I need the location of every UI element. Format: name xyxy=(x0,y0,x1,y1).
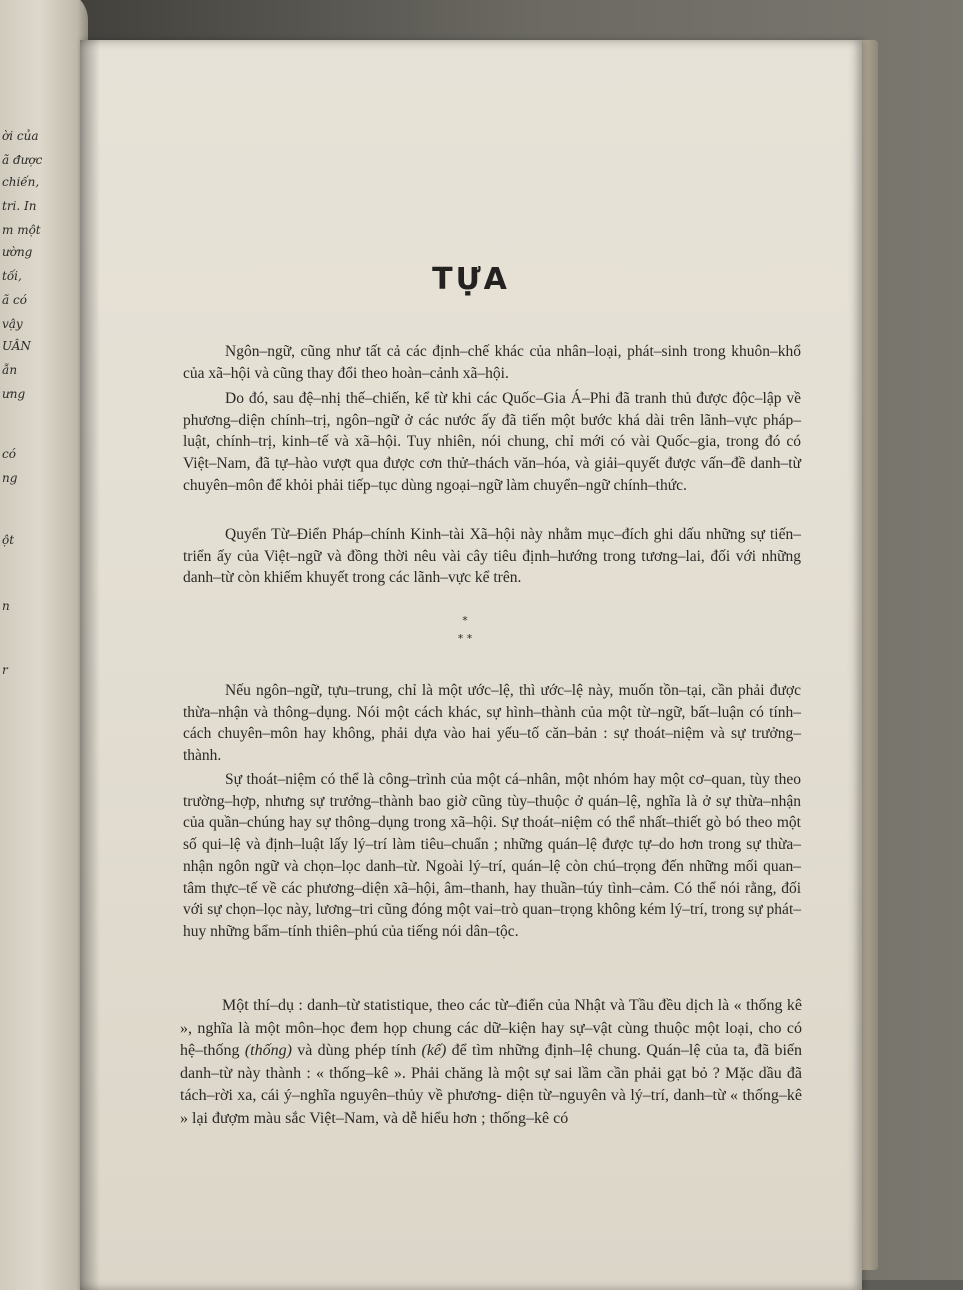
left-fragment: tri. In xyxy=(2,199,37,213)
paragraph-6-italic-b: (kế) xyxy=(421,1042,447,1059)
left-fragment: n xyxy=(2,599,10,613)
paragraph-6-italic-a: (thống) xyxy=(244,1042,292,1059)
left-fragment: ưng xyxy=(2,387,26,401)
paragraph-1: Ngôn–ngữ, cũng như tất cả các định–chế khác của nhân–loại, phát–sinh trong khuôn–khổ của xã–hội và cũng thay đổi theo hoàn–cảnh xã–hội. xyxy=(183,343,801,382)
paragraph-4: Nếu ngôn–ngữ, tựu–trung, chỉ là một ước–lệ, thì ước–lệ này, muốn tồn–tại, cần phải được thừa–nhận và thông–dụng. Nói một cách khác, sự hình–thành của một từ–ngữ, bất–luận có tính–cách chuyên–môn hay không, phải dựa vào hai yếu–tố căn–bản : sự thoát–niệm và sự trưởng–thành. xyxy=(183,682,801,765)
paragraph-6-text-b: và dùng phép tính xyxy=(291,1042,422,1059)
left-fragment: UÂN xyxy=(2,339,31,353)
page-title: TỰA xyxy=(432,262,510,297)
paragraph-6-text-a: Một thí–dụ : danh–từ statistique, theo các từ–điển của Nhật và Tầu đều dịch là « thống kê », nghĩa là một môn–học đem họp chung các dữ–kiện hay sự–vật cùng thuộc một loại, cho có hệ–thống xyxy=(180,997,802,1059)
left-fragment: vậy xyxy=(2,317,23,331)
spine-shadow xyxy=(80,40,100,1290)
paragraph-6 xyxy=(180,995,802,1130)
paragraph-6-text-c: để tìm những định–lệ chung. Quán–lệ của ta, đã biến danh–từ này thành : « thống–kê ». Phải chăng là một sự sai lầm cần phải gạt bỏ ? Mặc dầu đã tách–rời xa, cái ý–nghĩa nguyên–thủy về phương- diện từ–nguyên và lý–trí, danh–từ « thống–kê » lại đượm màu sắc Việt–Nam, và dễ hiểu hơn ; thống–kê có xyxy=(180,1042,803,1127)
section-separator xyxy=(430,612,500,648)
left-fragment: ã có xyxy=(2,293,27,307)
left-fragment: m một xyxy=(2,223,41,237)
left-fragment: có xyxy=(2,447,16,461)
separator-bottom: * * xyxy=(457,632,473,645)
left-fragment: tối, xyxy=(2,269,22,283)
paragraph-2: Do đó, sau đệ–nhị thế–chiến, kể từ khi các Quốc–Gia Á–Phi đã tranh thủ được độc–lập về phương–diện chính–trị, ngôn–ngữ ở các nước ấy đã tiến một bước khá dài trên lãnh–vực pháp–luật, chính–trị, kinh–tế và xã–hội. Tuy nhiên, nói chung, chỉ mới có vài Quốc–gia, trong đó có Việt–Nam, đã tự–hào vượt qua được cơn thử–thách văn–hóa, và giải–quyết được vấn–đề danh–từ chuyên–môn để khỏi phải tiếp–tục dùng ngoại–ngữ làm chuyển–ngữ chính–thức. xyxy=(183,390,801,494)
paragraph-3: Quyển Từ–Điển Pháp–chính Kinh–tài Xã–hội này nhằm mục–đích ghi dấu những sự tiến–triển ấy của Việt–ngữ và đồng thời nêu vài cây tiêu định–hướng trong tương–lai, đối với những danh–từ còn khiếm khuyết trong các lãnh–vực kể trên. xyxy=(183,526,801,587)
separator-top: * xyxy=(462,614,468,627)
left-fragment: chiến, xyxy=(2,175,40,189)
left-fragment: r xyxy=(2,663,8,677)
left-facing-page xyxy=(0,0,88,1290)
left-fragment: ời của xyxy=(2,129,39,143)
left-fragment: ng xyxy=(2,471,18,485)
paragraph-5: Sự thoát–niệm có thể là công–trình của một cá–nhân, một nhóm hay một cơ–quan, tùy theo trường–hợp, nhưng sự trưởng–thành bao giờ cũng tùy–thuộc ở quán–lệ, nghĩa là ở sự thừa–nhận của quần–chúng hay sự thông–dụng trong xã–hội. Sự thoát–niệm có thể nhất–thiết gò bó theo một số qui–lệ và định–luật lấy lý–trí làm tiêu–chuẩn ; những quán–lệ được tự–do hơn trong sự thừa–nhận ngôn ngữ và chọn–lọc danh–từ. Ngoài lý–trí, quán–lệ còn chú–trọng đến những mối quan–tâm thực–tế về các phương–diện xã–hội, âm–thanh, hay thuần–túy tình–cảm. Có thể nói rằng, đối với sự chọn–lọc này, lương–tri cũng đóng một vai–trò quan–trọng không kém lý–trí, trong sự phát–huy những bẩm–tính thiên–phú của tiếng nói dân–tộc. xyxy=(183,771,801,940)
left-fragment: ã được xyxy=(2,153,43,167)
left-fragment: ường xyxy=(2,245,33,259)
left-fragment: ột xyxy=(2,533,15,547)
left-fragment: ẫn xyxy=(2,363,18,377)
